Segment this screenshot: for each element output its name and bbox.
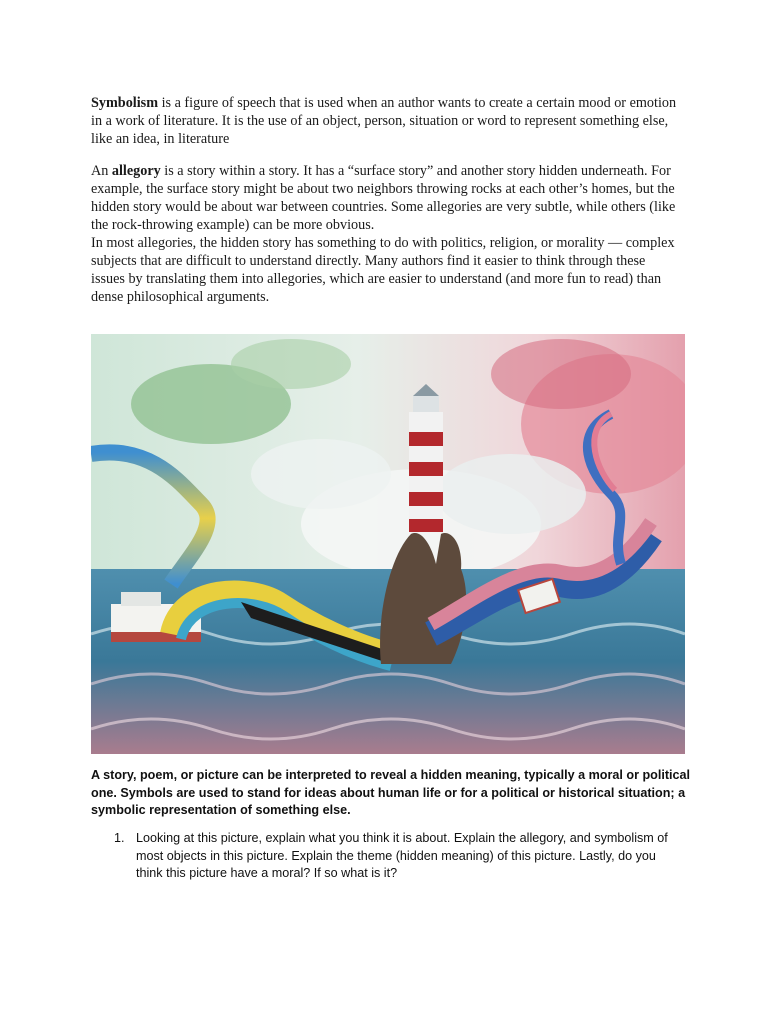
symbolism-paragraph	[91, 94, 681, 148]
lighthouse	[409, 384, 443, 532]
allegory-more-paragraph: In most allegories, the hidden story has something to do with politics, religion, or morality — complex subjects that are difficult to understand directly. Many authors find it easier to think through these issues by translating them into allegories, which are easier to understand (and more fun to read) than dense philosophical arguments.	[91, 235, 675, 305]
symbolism-term: Symbolism	[91, 95, 159, 111]
allegory-prefix: An	[91, 163, 112, 179]
interpretation-note: A story, poem, or picture can be interpreted to reveal a hidden meaning, typically a moral or political one. Symbols are used to stand for ideas about human life or for a political or historical situation; a symbolic representation of something else.	[91, 768, 691, 817]
allegory-paragraph	[91, 162, 681, 234]
allegory-definition: is a story within a story. It has a “surface story” and another story hidden underneath. For example, the surface story might be about two neighbors throwing rocks at each other’s homes, but the hidden story would be about war between countries. Some allegories are very subtle, while others (like the rock-throwing example) can be more obvious.	[91, 163, 676, 233]
symbolism-definition: is a figure of speech that is used when an author wants to create a certain mood or emotion in a work of literature. It is the use of an object, person, situation or word to represent something else, like an idea, in literature	[91, 95, 677, 147]
allegory-term: allegory	[111, 163, 161, 179]
question-number: 1.	[114, 831, 125, 845]
allegory-painting	[91, 334, 685, 754]
question-text: Looking at this picture, explain what you think it is about. Explain the allegory, and symbolism of most objects in this picture. Explain the theme (hidden meaning) of this picture. Lastly, do you think this picture have a moral? If so what is it?	[136, 831, 668, 880]
question-1	[114, 830, 674, 883]
